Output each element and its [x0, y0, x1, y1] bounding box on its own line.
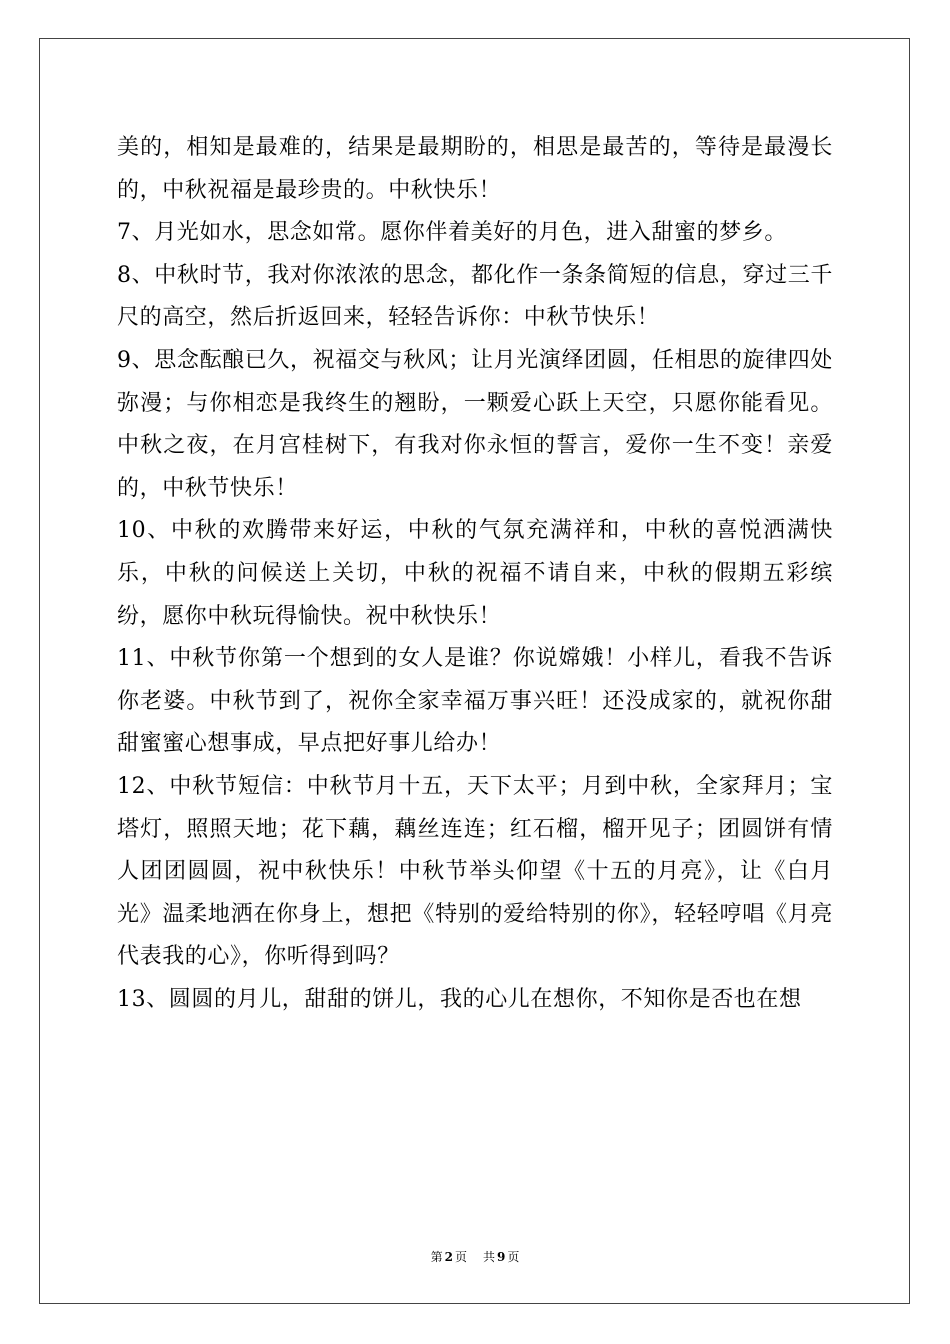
paragraph: 美的，相知是最难的，结果是最期盼的，相思是最苦的，等待是最漫长的，中秋祝福是最珍贵的。中秋快乐！ [117, 135, 833, 203]
paragraph: 12、中秋节短信：中秋节月十五，天下太平；月到中秋，全家拜月；宝塔灯，照照天地；花下藕，藕丝连连；红石榴，榴开见子；团圆饼有情人团团圆圆，祝中秋快乐！中秋节举头仰望《十五的月亮》，让《白月光》温柔地洒在你身上，想把《特别的爱给特别的你》，轻轻哼唱《月亮代表我的心》，你听得到吗？ [117, 773, 833, 970]
paragraph: 11、中秋节你第一个想到的女人是谁？你说嫦娥！小样儿，看我不告诉你老婆。中秋节到了，祝你全家幸福万事兴旺！还没成家的，就祝你甜甜蜜蜜心想事成，早点把好事儿给办！ [117, 646, 833, 757]
page-unit: 页 [454, 1250, 467, 1264]
paragraph: 7、月光如水，思念如常。愿你伴着美好的月色，进入甜蜜的梦乡。 [117, 220, 787, 246]
paragraph: 13、圆圆的月儿，甜甜的饼儿，我的心儿在想你，不知你是否也在想 [117, 986, 802, 1012]
total-prefix: 共 [483, 1250, 496, 1264]
page-total [483, 1248, 519, 1265]
paragraph: 10、中秋的欢腾带来好运，中秋的气氛充满祥和，中秋的喜悦洒满快乐，中秋的问候送上关切，中秋的祝福不请自来，中秋的假期五彩缤纷，愿你中秋玩得愉快。祝中秋快乐！ [117, 518, 833, 629]
total-unit: 页 [507, 1250, 520, 1264]
document-body [117, 127, 833, 1021]
page-footer [0, 1248, 950, 1265]
page-number [431, 1248, 467, 1265]
total-pages: 9 [497, 1250, 506, 1264]
current-page: 2 [444, 1250, 453, 1264]
page-prefix: 第 [430, 1250, 443, 1264]
paragraph: 9、思念酝酿已久，祝福交与秋风；让月光演绎团圆，任相思的旋律四处弥漫；与你相恋是我终生的翘盼，一颗爱心跃上天空，只愿你能看见。中秋之夜，在月宫桂树下，有我对你永恒的誓言，爱你一生不变！亲爱的，中秋节快乐！ [117, 347, 833, 501]
paragraph: 8、中秋时节，我对你浓浓的思念，都化作一条条简短的信息，穿过三千尺的高空，然后折返回来，轻轻告诉你：中秋节快乐！ [117, 262, 833, 331]
